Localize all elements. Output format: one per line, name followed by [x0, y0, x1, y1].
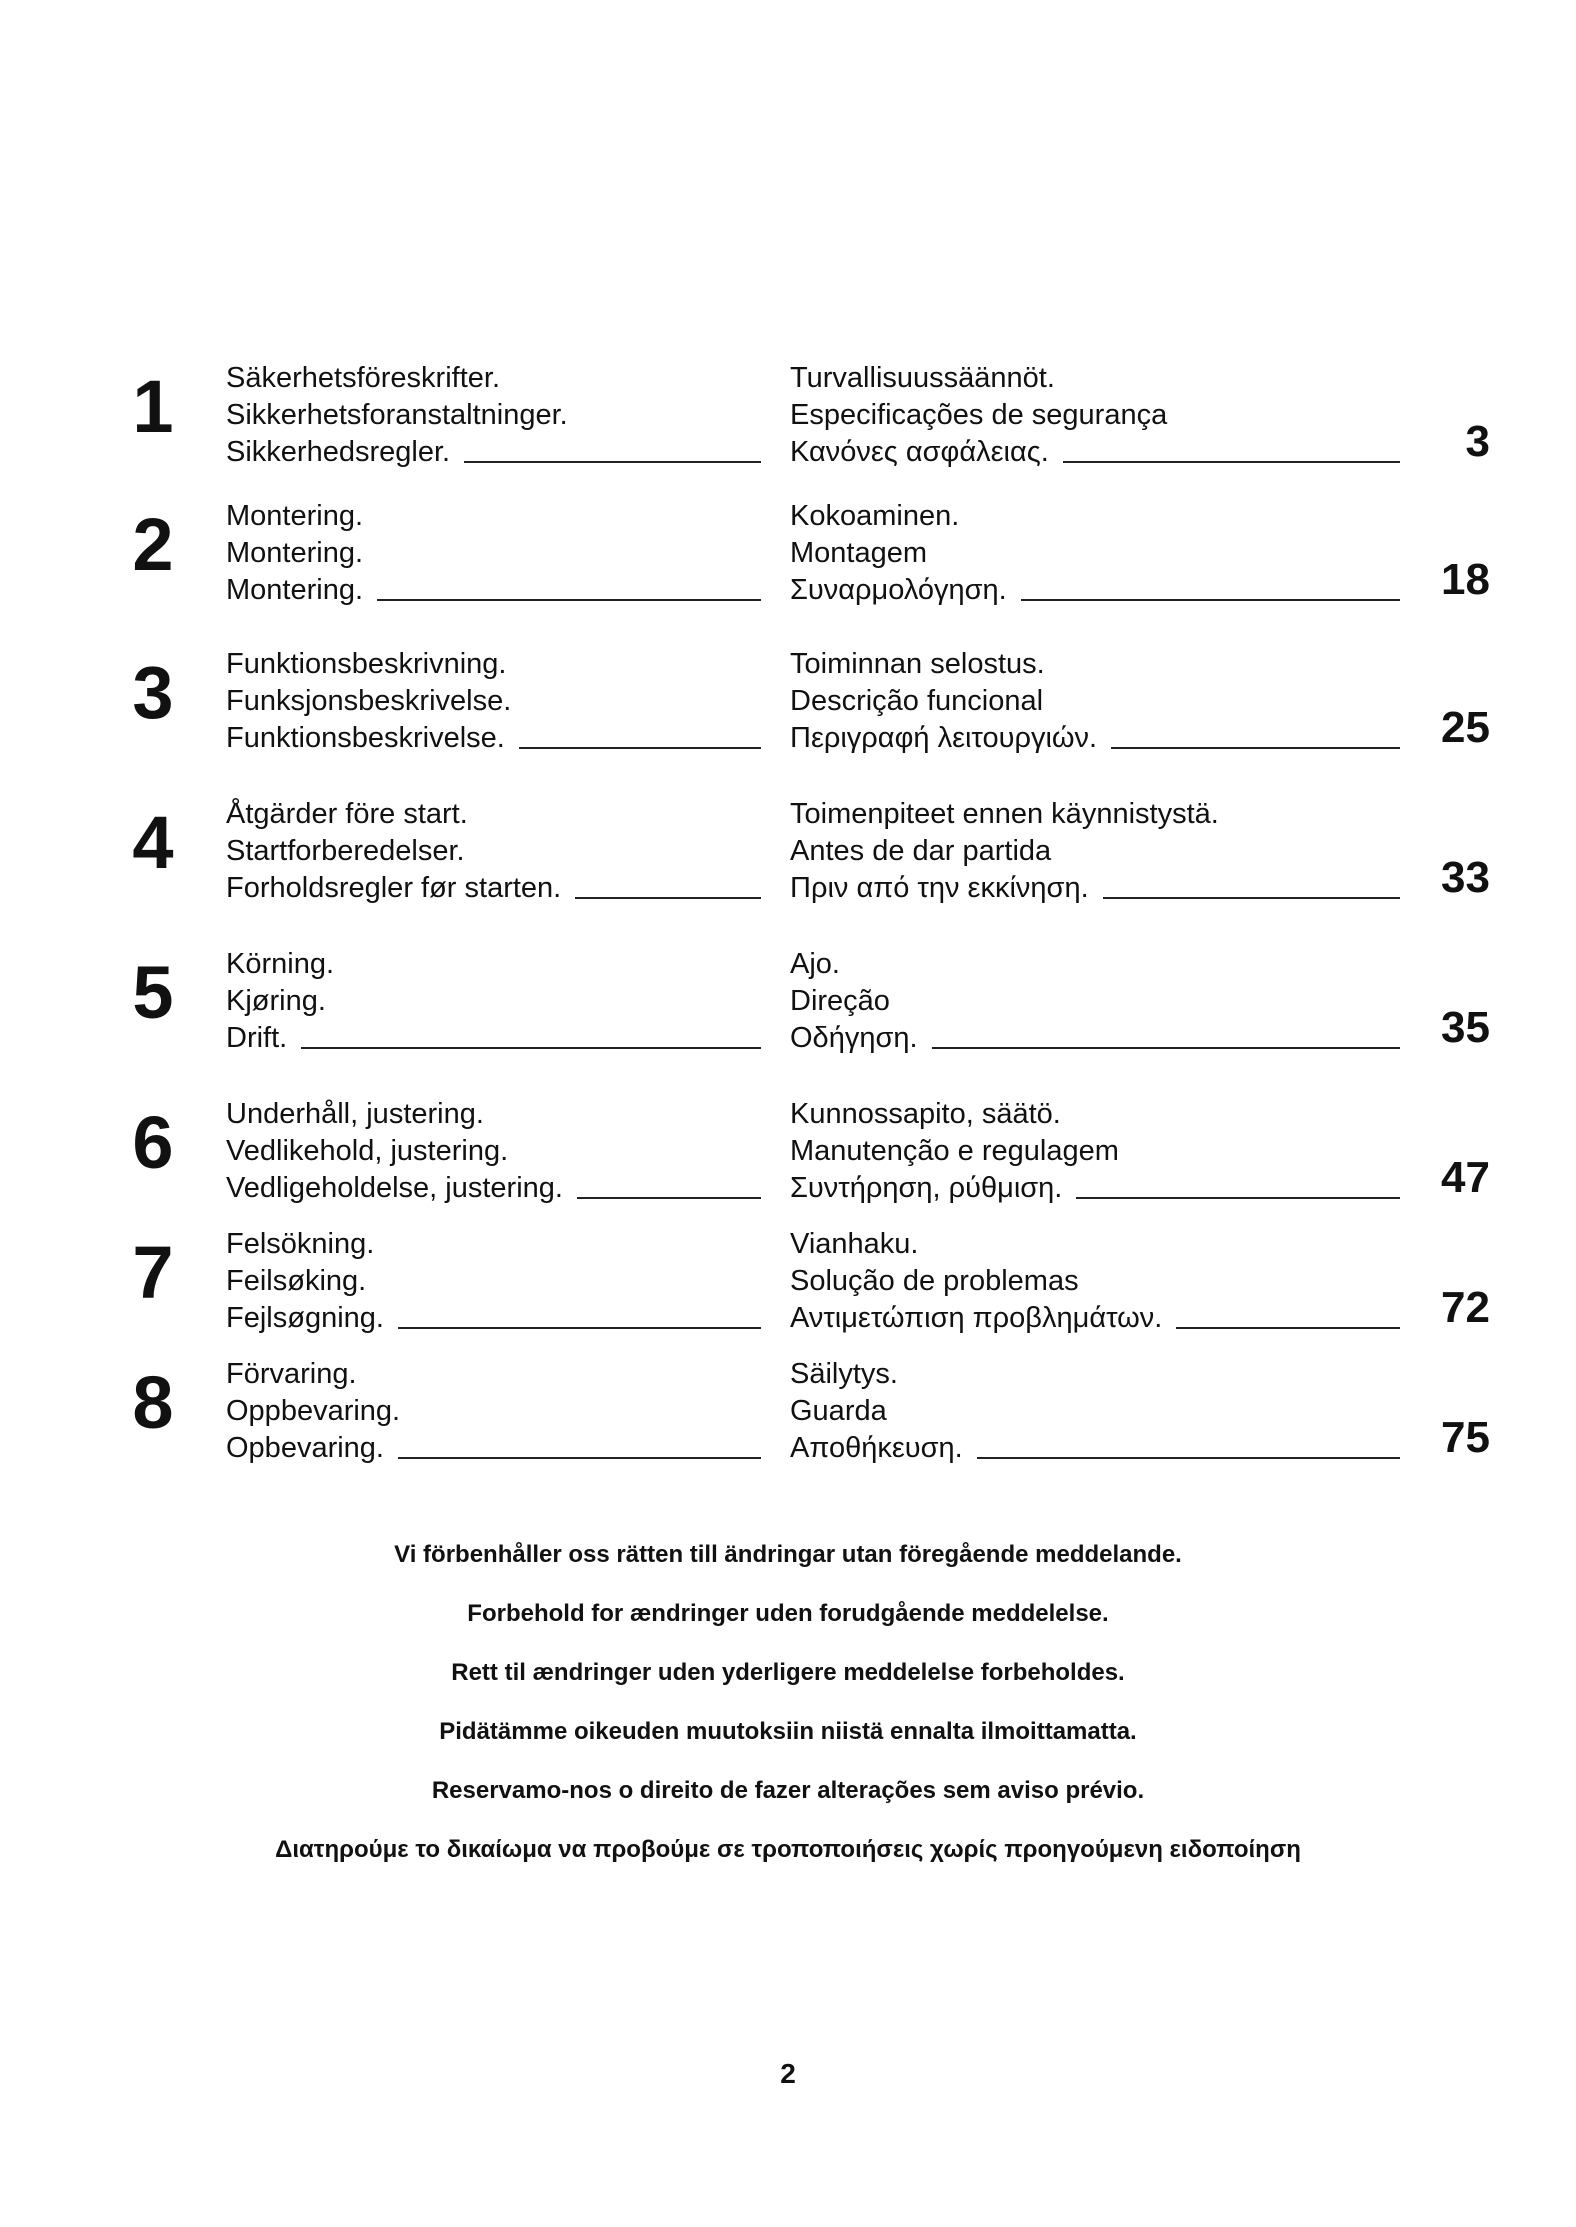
- toc-title-line: Oppbevaring.: [226, 1395, 401, 1427]
- toc-title-line: Montagem: [790, 537, 928, 569]
- toc-page-number[interactable]: 35: [1441, 1003, 1490, 1052]
- chapter-number: 5: [132, 951, 174, 1034]
- dot-leader: [398, 1457, 761, 1459]
- toc-title-line: Underhåll, justering.: [226, 1098, 484, 1130]
- rights-notice: [0, 1540, 1576, 1894]
- toc-title-line: Opbevaring.: [226, 1430, 761, 1467]
- toc-title-line: Περιγραφή λειτουργιών.: [790, 720, 1400, 757]
- toc-title-line: Funktionsbeskrivelse.: [226, 720, 761, 757]
- notice-line-portuguese: Reservamo-nos o direito de fazer alterações sem aviso prévio.: [431, 1777, 1145, 1804]
- dot-leader: [1103, 897, 1400, 899]
- toc-title-line: Αντιμετώπιση προβλημάτων.: [790, 1300, 1400, 1337]
- toc-page-number[interactable]: 75: [1441, 1413, 1490, 1462]
- toc-right-column: [790, 1226, 1400, 1337]
- toc-title-line: Drift.: [226, 1020, 761, 1057]
- toc-title-line: Κανόνες ασφάλειας.: [790, 434, 1400, 471]
- toc-title-line: Πριν από την εκκίνηση.: [790, 870, 1400, 907]
- toc-title-line: Förvaring.: [226, 1358, 357, 1390]
- chapter-number: 6: [132, 1101, 174, 1184]
- toc-title-line: Vedligeholdelse, justering.: [226, 1170, 761, 1207]
- toc-title-line: Felsökning.: [226, 1228, 375, 1260]
- toc-page-number[interactable]: 25: [1441, 703, 1490, 752]
- notice-line-swedish: Vi förbenhåller oss rätten till ändringar utan föregående meddelande.: [394, 1541, 1182, 1568]
- dot-leader: [1111, 747, 1400, 749]
- toc-right-column: [790, 796, 1400, 907]
- toc-title-line: Vedlikehold, justering.: [226, 1135, 509, 1167]
- toc-title-line: Οδήγηση.: [790, 1020, 1400, 1057]
- dot-leader: [977, 1457, 1400, 1459]
- toc-title-line: Säilytys.: [790, 1358, 898, 1390]
- dot-leader: [932, 1047, 1400, 1049]
- toc-left-column: [226, 498, 761, 609]
- dot-leader: [1021, 599, 1400, 601]
- toc-title-line: Feilsøking.: [226, 1265, 367, 1297]
- dot-leader: [519, 747, 761, 749]
- dot-leader: [1176, 1327, 1400, 1329]
- toc-title-line: Sikkerhetsforanstaltninger.: [226, 399, 568, 431]
- toc-right-column: [790, 498, 1400, 609]
- toc-title-line: Turvallisuussäännöt.: [790, 362, 1055, 394]
- toc-title-line: Solução de problemas: [790, 1265, 1079, 1297]
- toc-entry-2: [0, 498, 1576, 618]
- toc-page-number[interactable]: 33: [1441, 853, 1490, 902]
- toc-title-line: Direção: [790, 985, 890, 1017]
- toc-left-column: [226, 796, 761, 907]
- toc-title-line: Manutenção e regulagem: [790, 1135, 1119, 1167]
- dot-leader: [464, 461, 761, 463]
- toc-title-line: Startforberedelser.: [226, 835, 465, 867]
- toc-right-column: [790, 946, 1400, 1057]
- chapter-number: 4: [132, 801, 174, 884]
- toc-title-line: Toimenpiteet ennen käynnistystä.: [790, 798, 1219, 830]
- toc-title-line: Funksjonsbeskrivelse.: [226, 685, 512, 717]
- chapter-number: 7: [132, 1231, 174, 1314]
- toc-page-number[interactable]: 3: [1465, 417, 1490, 466]
- chapter-number: 2: [132, 503, 174, 586]
- toc-right-column: [790, 646, 1400, 757]
- toc-left-column: [226, 646, 761, 757]
- toc-right-column: [790, 360, 1400, 471]
- toc-page-number[interactable]: 18: [1441, 555, 1490, 604]
- notice-line-danish: Rett til ændringer uden yderligere meddelelse forbeholdes.: [451, 1659, 1125, 1686]
- notice-line-greek: Διατηρούμε το δικαίωμα να προβούμε σε τροποποιήσεις χωρίς προηγούμενη ειδοποίηση: [275, 1836, 1301, 1863]
- toc-entry-6: [0, 1096, 1576, 1216]
- toc-title-line: Åtgärder före start.: [226, 798, 468, 830]
- toc-title-line: Kunnossapito, säätö.: [790, 1098, 1061, 1130]
- chapter-number: 3: [132, 651, 174, 734]
- toc-title-line: Toiminnan selostus.: [790, 648, 1045, 680]
- toc-title-line: Körning.: [226, 948, 335, 980]
- toc-right-column: [790, 1096, 1400, 1207]
- toc-title-line: Funktionsbeskrivning.: [226, 648, 507, 680]
- dot-leader: [398, 1327, 761, 1329]
- toc-entry-3: [0, 646, 1576, 766]
- toc-left-column: [226, 360, 761, 471]
- toc-title-line: Säkerhetsföreskrifter.: [226, 362, 500, 394]
- toc-title-line: Especificações de segurança: [790, 399, 1168, 431]
- toc-title-line: Antes de dar partida: [790, 835, 1052, 867]
- toc-title-line: Ajo.: [790, 948, 840, 980]
- toc-left-column: [226, 1226, 761, 1337]
- toc-page-number[interactable]: 47: [1441, 1153, 1490, 1202]
- dot-leader: [377, 599, 761, 601]
- dot-leader: [575, 897, 761, 899]
- toc-title-line: Sikkerhedsregler.: [226, 434, 761, 471]
- toc-title-line: Συντήρηση, ρύθμιση.: [790, 1170, 1400, 1207]
- chapter-number: 8: [132, 1361, 174, 1444]
- notice-line-finnish: Pidätämme oikeuden muutoksiin niistä ennalta ilmoittamatta.: [439, 1718, 1137, 1745]
- toc-left-column: [226, 1096, 761, 1207]
- toc-title-line: Montering.: [226, 500, 364, 532]
- toc-entry-4: [0, 796, 1576, 916]
- page-number-footer: 2: [780, 2058, 796, 2089]
- toc-title-line: Guarda: [790, 1395, 887, 1427]
- chapter-number: 1: [132, 365, 174, 448]
- toc-left-column: [226, 946, 761, 1057]
- dot-leader: [1063, 461, 1400, 463]
- dot-leader: [577, 1197, 761, 1199]
- dot-leader: [1076, 1197, 1400, 1199]
- toc-entry-5: [0, 946, 1576, 1066]
- toc-title-line: Montering.: [226, 537, 364, 569]
- toc-title-line: Kjøring.: [226, 985, 326, 1017]
- toc-title-line: Fejlsøgning.: [226, 1300, 761, 1337]
- toc-title-line: Forholdsregler før starten.: [226, 870, 761, 907]
- toc-right-column: [790, 1356, 1400, 1467]
- toc-entry-1: [0, 360, 1576, 480]
- dot-leader: [301, 1047, 761, 1049]
- notice-line-norwegian: Forbehold for ændringer uden forudgående meddelelse.: [467, 1600, 1109, 1627]
- toc-title-line: Kokoaminen.: [790, 500, 960, 532]
- toc-title-line: Vianhaku.: [790, 1228, 919, 1260]
- toc-title-line: Montering.: [226, 572, 761, 609]
- toc-left-column: [226, 1356, 761, 1467]
- toc-entry-7: [0, 1226, 1576, 1346]
- toc-title-line: Descrição funcional: [790, 685, 1044, 717]
- toc-page-number[interactable]: 72: [1441, 1283, 1490, 1332]
- toc-entry-8: [0, 1356, 1576, 1476]
- toc-title-line: Αποθήκευση.: [790, 1430, 1400, 1467]
- toc-title-line: Συναρμολόγηση.: [790, 572, 1400, 609]
